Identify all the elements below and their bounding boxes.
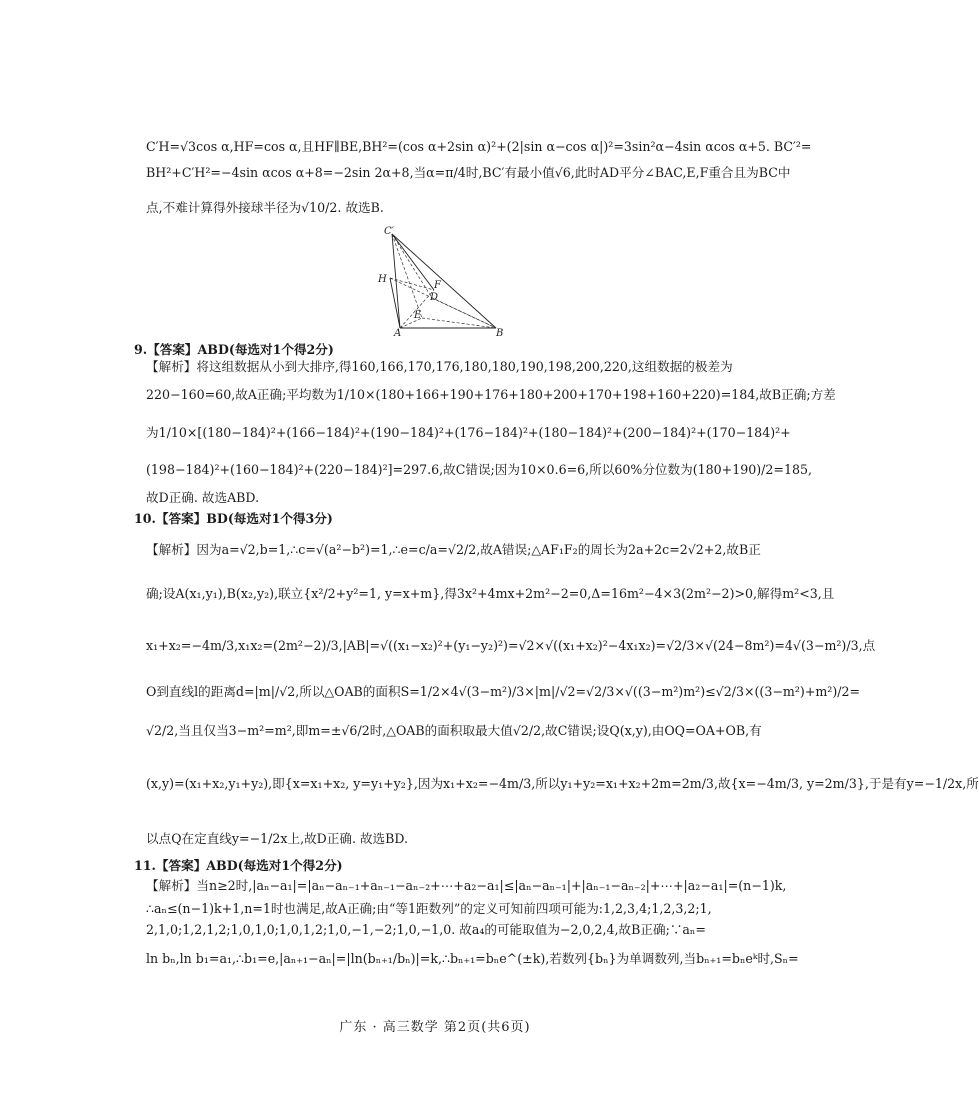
q11-answer-heading: 11.【答案】ABD(每选对1个得2分) xyxy=(134,858,343,873)
q10-line-4: O到直线l的距离d=|m|/√2,所以△OAB的面积S=1/2×4√(3−m²)/3×|m|/√2=√2/3×√((3−m²)m²)≤√2/3×((3−m²)+m²)/2= xyxy=(146,684,861,699)
figure-label-e: E xyxy=(414,310,422,321)
solution8-line-1: C′H=√3cos α,HF=cos α,且HF∥BE,BH²=(cos α+2sin α)²+(2|sin α−cos α|)²=3sin²α−4sin αcos α+5. BC′²= xyxy=(146,139,812,154)
q10-line-7: 以点Q在定直线y=−1/2x上,故D正确. 故选BD. xyxy=(146,831,409,846)
q10-line-6: (x,y)=(x₁+x₂,y₁+y₂),即{x=x₁+x₂, y=y₁+y₂},因为x₁+x₂=−4m/3,所以y₁+y₂=x₁+x₂+2m=2m/3,故{x=−4m/3, y=2m/3},于是有y=−1/2x,所 xyxy=(146,776,979,791)
figure-label-b: B xyxy=(496,328,504,339)
q9-line-1: 【解析】将这组数据从小到大排序,得160,166,170,176,180,180,190,198,200,220,这组数据的极差为 xyxy=(146,359,733,374)
figure-label-f: F xyxy=(434,280,441,291)
q10-line-2: 确;设A(x₁,y₁),B(x₂,y₂),联立{x²/2+y²=1, y=x+m},得3x²+4mx+2m²−2=0,Δ=16m²−4×3(2m²−2)>0,解得m²<3,且 xyxy=(146,586,835,601)
q10-line-5: √2/2,当且仅当3−m²=m²,即m=±√6/2时,△OAB的面积取最大值√2/2,故C错误;设Q(x,y),由OQ=OA+OB,有 xyxy=(146,723,762,738)
q10-line-1: 【解析】因为a=√2,b=1,∴c=√(a²−b²)=1,∴e=c/a=√2/2,故A错误;△AF₁F₂的周长为2a+2c=2√2+2,故B正 xyxy=(146,542,761,557)
q9-answer-heading: 9.【答案】ABD(每选对1个得2分) xyxy=(134,342,334,357)
q10-line-3: x₁+x₂=−4m/3,x₁x₂=(2m²−2)/3,|AB|=√((x₁−x₂)²+(y₁−y₂)²)=√2×√((x₁+x₂)²−4x₁x₂)=√2/3×√(24−8m²)=4√(3−m²)/3,点 xyxy=(146,638,876,653)
q9-line-4: (198−184)²+(160−184)²+(220−184)²]=297.6,故C错误;因为10×0.6=6,所以60%分位数为(180+190)/2=185, xyxy=(146,462,813,477)
q9-line-5: 故D正确. 故选ABD. xyxy=(146,490,260,505)
page-footer: 广东 · 高三数学 第2页(共6页) xyxy=(339,1020,531,1035)
solution8-line-3: 点,不难计算得外接球半径为√10/2. 故选B. xyxy=(146,200,384,215)
figure-label-c: C′ xyxy=(384,226,394,237)
q9-line-3: 为1/10×[(180−184)²+(166−184)²+(190−184)²+(176−184)²+(180−184)²+(200−184)²+(170−184)²+ xyxy=(146,425,791,440)
geometry-figure xyxy=(368,222,508,340)
figure-label-h: H xyxy=(378,274,387,285)
q11-line-4: ln bₙ,ln b₁=a₁,∴b₁=e,|aₙ₊₁−aₙ|=|ln(bₙ₊₁/bₙ)|=k,∴bₙ₊₁=bₙe^(±k),若数列{bₙ}为单调数列,当bₙ₊₁=bₙeᵏ时,Sₙ= xyxy=(146,951,799,966)
q11-line-1: 【解析】当n≥2时,|aₙ−a₁|=|aₙ−aₙ₋₁+aₙ₋₁−aₙ₋₂+⋯+a₂−a₁|≤|aₙ−aₙ₋₁|+|aₙ₋₁−aₙ₋₂|+⋯+|a₂−a₁|=(n−1)k, xyxy=(146,878,787,893)
solution8-line-2: BH²+C′H²=−4sin αcos α+8=−2sin 2α+8,当α=π/4时,BC′有最小值√6,此时AD平分∠BAC,E,F重合且为BC中 xyxy=(146,165,791,180)
q10-answer-heading: 10.【答案】BD(每选对1个得3分) xyxy=(134,511,333,526)
figure-label-d: D xyxy=(430,292,439,303)
q9-line-2: 220−160=60,故A正确;平均数为1/10×(180+166+190+176+180+200+170+198+160+220)=184,故B正确;方差 xyxy=(146,387,836,402)
figure-label-a: A xyxy=(394,328,402,339)
q11-line-2: ∴aₙ≤(n−1)k+1,n=1时也满足,故A正确;由“等1距数列”的定义可知前四项可能为:1,2,3,4;1,2,3,2;1, xyxy=(146,901,712,916)
q11-line-3: 2,1,0;1,2,1,2;1,0,1,0;1,0,1,2;1,0,−1,−2;1,0,−1,0. 故a₄的可能取值为−2,0,2,4,故B正确;∵aₙ= xyxy=(146,922,706,937)
